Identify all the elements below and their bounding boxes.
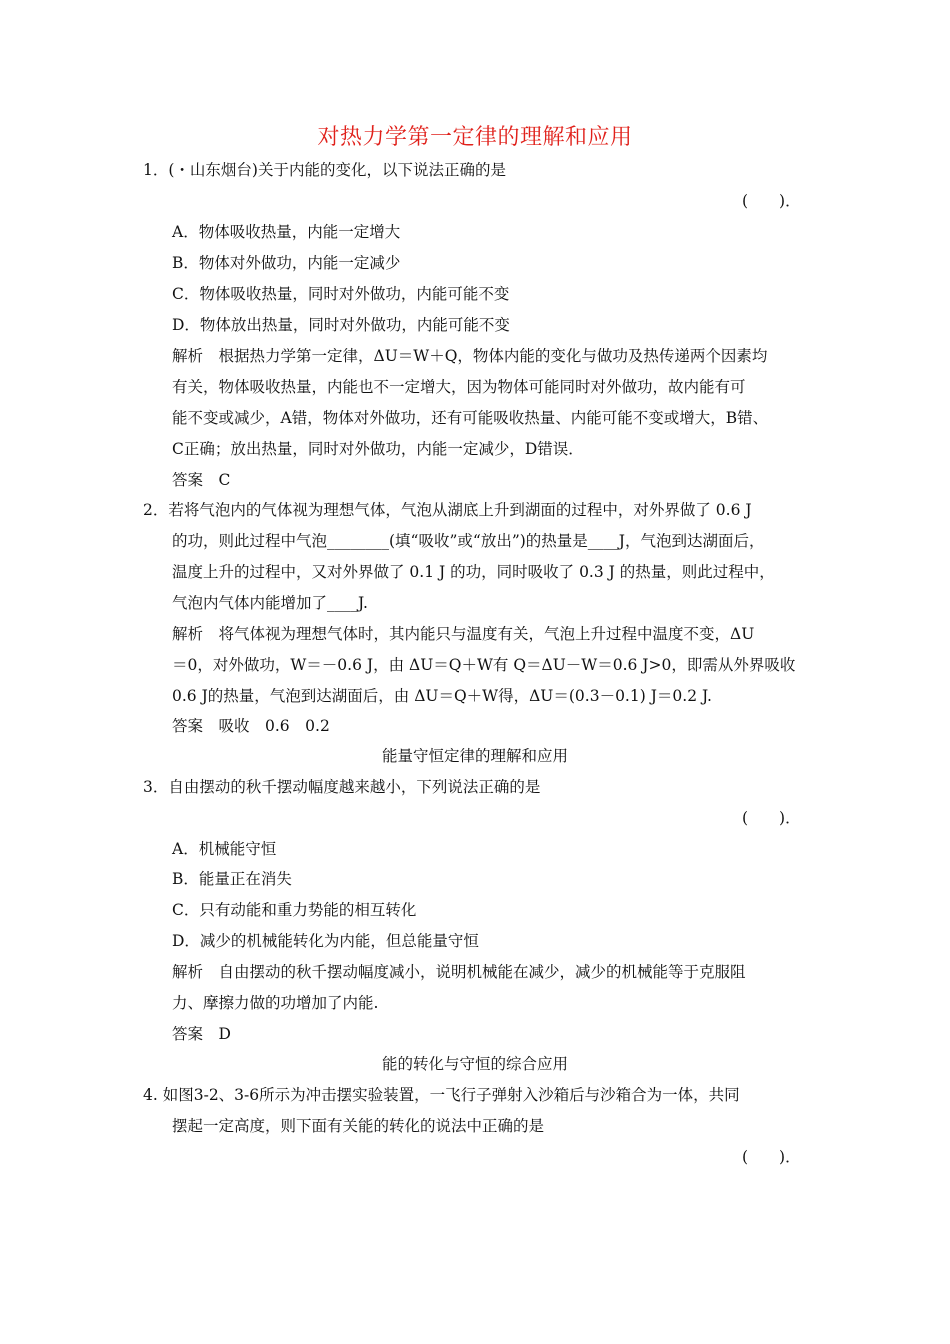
q2-analysis-line: ＝0，对外做功，W＝－0.6 J，由 ΔU＝Q＋W有 Q＝ΔU－W＝0.6 J>0，即需从外界吸收: [172, 656, 796, 674]
q2-stem-line: 2．若将气泡内的气体视为理想气体，气泡从湖底上升到湖面的过程中，对外界做了 0.6 J: [143, 501, 752, 519]
q3-stem: 3．自由摆动的秋千摆动幅度越来越小，下列说法正确的是: [143, 778, 541, 796]
q3-option-d: D．减少的机械能转化为内能，但总能量守恒: [172, 932, 479, 950]
q1-option-d: D．物体放出热量，同时对外做功，内能可能不变: [172, 316, 510, 334]
q4-stem-line: 4. 如图3-2、3-6所示为冲击摆实验装置，一飞行子弹射入沙箱后与沙箱合为一体，共同: [143, 1086, 740, 1104]
q2-stem-line: 的功，则此过程中气泡________(填“吸收”或“放出”)的热量是____J，气泡到达湖面后，: [172, 532, 765, 550]
q3-analysis-line: 力、摩擦力做的功增加了内能.: [172, 994, 379, 1012]
section-heading: 能的转化与守恒的综合应用: [381, 1055, 568, 1073]
q1-answer: 答案 C: [172, 471, 231, 489]
q1-analysis-line: 有关，物体吸收热量，内能也不一定增大，因为物体可能同时对外做功，故内能有可: [172, 378, 746, 396]
q1-option-a: A．物体吸收热量，内能一定增大: [172, 223, 401, 241]
q1-analysis-line: 能不变或减少，A错，物体对外做功，还有可能吸收热量、内能可能不变或增大，B错、: [172, 409, 769, 427]
q2-answer: 答案 吸收 0.6 0.2: [172, 717, 330, 735]
q2-analysis-line: 解析 将气体视为理想气体时，其内能只与温度有关，气泡上升过程中温度不变，ΔU: [172, 625, 755, 643]
q1-answer-paren: ( )．: [742, 192, 801, 210]
q4-stem-line: 摆起一定高度，则下面有关能的转化的说法中正确的是: [172, 1117, 545, 1135]
section-heading: 能量守恒定律的理解和应用: [381, 747, 568, 765]
q1-analysis-line: C正确；放出热量，同时对外做功，内能一定减少，D错误．: [172, 440, 584, 458]
q2-stem-line: 气泡内气体内能增加了____J.: [172, 594, 368, 612]
q2-analysis-line: 0.6 J的热量，气泡到达湖面后，由 ΔU＝Q＋W得，ΔU＝(0.3－0.1) J＝0.2 J.: [172, 687, 712, 705]
q3-answer: 答案 D: [172, 1025, 231, 1043]
q2-stem-line: 温度上升的过程中，又对外界做了 0.1 J 的功，同时吸收了 0.3 J 的热量，则此过程中，: [172, 563, 775, 581]
q4-answer-paren: ( )．: [742, 1148, 801, 1166]
q3-analysis-line: 解析 自由摆动的秋千摆动幅度减小，说明机械能在减少，减少的机械能等于克服阻: [172, 963, 746, 981]
q1-analysis-line: 解析 根据热力学第一定律，ΔU＝W＋Q，物体内能的变化与做功及热传递两个因素均: [172, 347, 768, 365]
q1-option-b: B．物体对外做功，内能一定减少: [172, 254, 401, 272]
page-title: 对热力学第一定律的理解和应用: [317, 125, 633, 150]
q1-stem: 1．(・山东烟台)关于内能的变化，以下说法正确的是: [143, 161, 506, 179]
q3-option-a: A．机械能守恒: [172, 840, 277, 858]
q1-option-c: C．物体吸收热量，同时对外做功，内能可能不变: [172, 285, 510, 303]
q3-option-c: C．只有动能和重力势能的相互转化: [172, 901, 417, 919]
q3-option-b: B．能量正在消失: [172, 870, 292, 888]
q3-answer-paren: ( )．: [742, 809, 801, 827]
